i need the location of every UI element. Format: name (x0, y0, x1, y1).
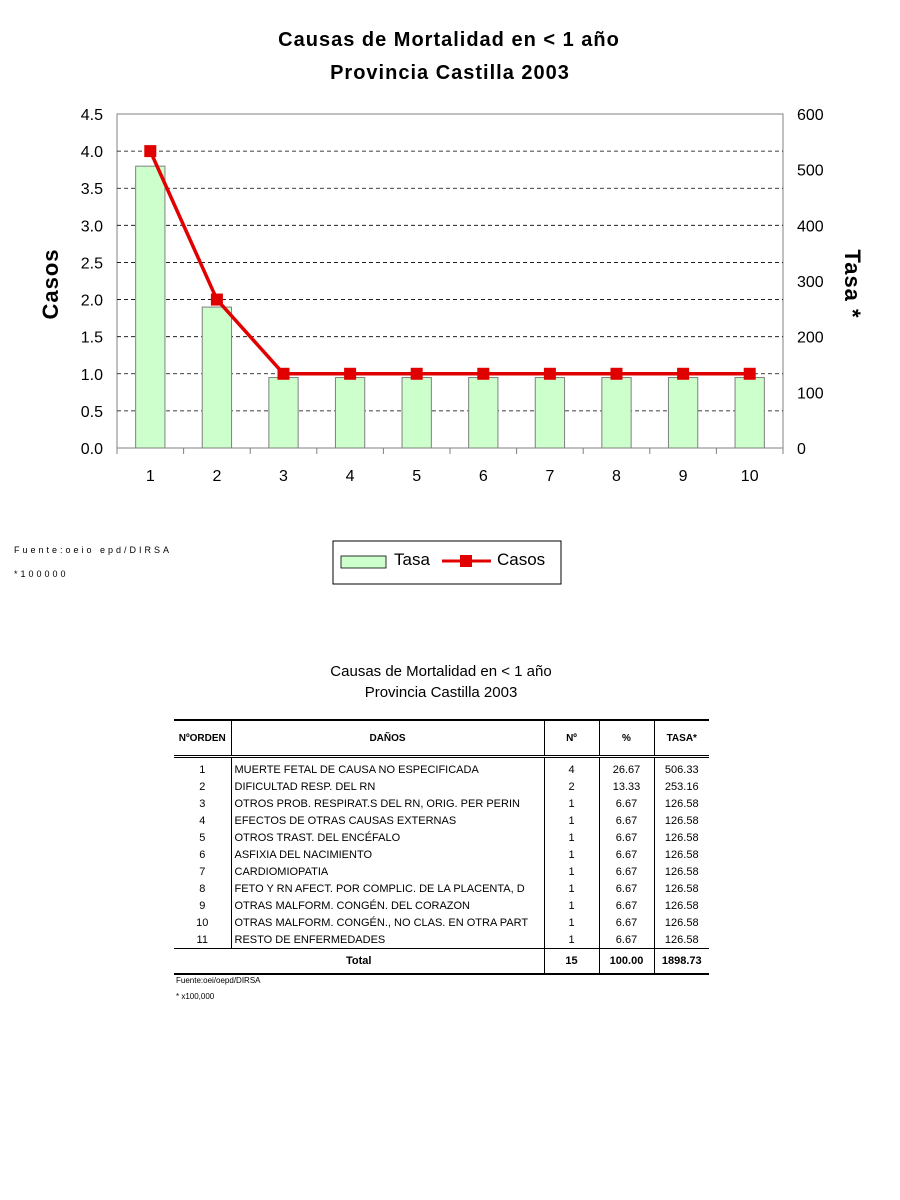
row-orden: 7 (199, 865, 206, 878)
legend (333, 541, 561, 584)
table-header-row (174, 720, 709, 757)
row-dano: OTRAS MALFORM. CONGÉN., NO CLAS. EN OTRA PART (231, 914, 544, 931)
table-row (174, 829, 709, 846)
row-tasa: 126.58 (654, 931, 709, 949)
row-orden: 8 (199, 882, 206, 895)
row-n: 1 (544, 880, 599, 897)
x-tick-label: 4 (345, 468, 355, 485)
bar-tasa (735, 378, 764, 448)
point-casos (211, 294, 223, 306)
y-tick-label: 1.5 (80, 329, 103, 347)
row-n: 1 (544, 863, 599, 880)
y2-axis-label: Tasa * (840, 249, 865, 319)
y-tick-label: 4.5 (80, 107, 103, 124)
table-row (174, 863, 709, 880)
row-n: 1 (544, 897, 599, 914)
y-axis-left-ticks (81, 107, 103, 458)
row-orden: 10 (196, 916, 209, 929)
row-pct: 6.67 (599, 795, 654, 812)
row-pct: 6.67 (599, 863, 654, 880)
x-tick-label: 7 (545, 468, 555, 485)
y2-tick-label: 0 (797, 441, 806, 458)
y2-tick-label: 400 (797, 218, 824, 236)
legend-swatch-tasa (341, 556, 386, 568)
table-subtitle: Provincia Castilla 2003 (364, 684, 518, 701)
bar-tasa (535, 378, 564, 448)
row-orden: 11 (174, 931, 231, 949)
row-pct: 26.67 (599, 757, 654, 779)
table-row (174, 778, 709, 795)
row-pct: 6.67 (599, 897, 654, 914)
point-casos (144, 145, 156, 157)
row-n: 4 (544, 757, 599, 779)
table-row (174, 812, 709, 829)
row-tasa: 126.58 (654, 863, 709, 880)
row-dano: OTROS PROB. RESPIRAT.S DEL RN, ORIG. PER PERIN (231, 795, 544, 812)
y-tick-label: 1.0 (80, 366, 103, 384)
row-orden: 2 (199, 780, 206, 793)
bar-tasa (136, 166, 165, 448)
legend-marker-casos (460, 555, 472, 567)
row-orden: 1 (199, 763, 206, 776)
row-dano: DIFICULTAD RESP. DEL RN (231, 778, 544, 795)
row-dano: CARDIOMIOPATIA (231, 863, 544, 880)
row-tasa: 253.16 (654, 778, 709, 795)
y2-tick-label: 100 (797, 385, 824, 403)
y-axis-right-ticks (797, 107, 824, 458)
row-tasa: 126.58 (654, 897, 709, 914)
row-orden: 5 (199, 831, 206, 844)
row-pct: 6.67 (599, 880, 654, 897)
y-tick-label: 0.5 (80, 403, 103, 421)
x-tick-label: 3 (279, 468, 288, 485)
row-pct: 6.67 (599, 829, 654, 846)
row-n: 1 (544, 795, 599, 812)
row-tasa: 126.58 (654, 914, 709, 931)
table-row (174, 914, 709, 931)
point-casos (411, 368, 423, 380)
y2-tick-label: 500 (797, 162, 824, 180)
y-tick-label: 2.5 (80, 255, 103, 273)
table-title: Causas de Mortalidad en < 1 año (330, 663, 552, 680)
table-row (174, 795, 709, 812)
row-pct: 6.67 (599, 931, 654, 949)
row-tasa: 506.33 (654, 757, 709, 779)
y-tick-label: 4.0 (80, 144, 103, 162)
point-casos (677, 368, 689, 380)
row-pct: 13.33 (599, 778, 654, 795)
row-orden: 9 (199, 899, 206, 912)
point-casos (278, 368, 290, 380)
row-n: 1 (544, 812, 599, 829)
x-tick-label: 2 (212, 468, 222, 485)
row-pct: 6.67 (599, 914, 654, 931)
table-source-note: Fuente:oei/oepd/DIRSA (176, 976, 261, 985)
y-axis-label: Casos (38, 248, 63, 320)
x-axis-ticks (117, 448, 783, 485)
row-orden: 4 (199, 814, 206, 827)
bar-tasa (469, 378, 498, 448)
x-tick-label: 8 (612, 468, 621, 485)
row-n: 1 (544, 931, 599, 949)
table-row (174, 846, 709, 863)
chart-footnote: *100000 (14, 569, 69, 579)
row-n: 1 (544, 914, 599, 931)
chart-subtitle: Provincia Castilla 2003 (330, 62, 570, 84)
point-casos (344, 368, 356, 380)
bar-tasa (602, 378, 631, 448)
row-n: 1 (544, 829, 599, 846)
row-tasa: 126.58 (654, 829, 709, 846)
row-dano: RESTO DE ENFERMEDADES (231, 931, 544, 949)
table-footnote: * x100,000 (176, 992, 215, 1001)
row-tasa: 126.58 (654, 795, 709, 812)
row-dano: EFECTOS DE OTRAS CAUSAS EXTERNAS (231, 812, 544, 829)
x-tick-label: 6 (478, 468, 488, 485)
legend-label-casos: Casos (497, 550, 546, 569)
table-row (174, 931, 709, 949)
header-tasa: TASA* (654, 720, 709, 757)
bar-tasa (202, 307, 231, 448)
header-orden: NºORDEN (174, 720, 231, 757)
total-n: 15 (544, 949, 599, 975)
row-pct: 6.67 (599, 846, 654, 863)
row-orden: 3 (199, 797, 206, 810)
bar-tasa (269, 378, 298, 448)
row-dano: ASFIXIA DEL NACIMIENTO (231, 846, 544, 863)
y2-tick-label: 600 (797, 107, 824, 124)
total-pct: 100.00 (599, 949, 654, 975)
y-tick-label: 3.0 (80, 218, 103, 236)
row-dano: FETO Y RN AFECT. POR COMPLIC. DE LA PLACENTA, D (231, 880, 544, 897)
bar-tasa (335, 378, 364, 448)
row-tasa: 126.58 (654, 812, 709, 829)
x-tick-label: 10 (740, 468, 759, 485)
point-casos (477, 368, 489, 380)
header-n: Nº (544, 720, 599, 757)
mortality-table (174, 719, 709, 975)
row-n: 1 (544, 846, 599, 863)
header-pct: % (599, 720, 654, 757)
y-tick-label: 0.0 (80, 441, 103, 458)
row-tasa: 126.58 (654, 880, 709, 897)
chart-source-note: Fuente:oeio epd/DIRSA (14, 545, 173, 555)
chart-title: Causas de Mortalidad en < 1 año (278, 29, 620, 51)
point-casos (744, 368, 756, 380)
y2-tick-label: 300 (797, 274, 824, 291)
y-tick-label: 3.5 (80, 181, 103, 199)
bar-tasa (402, 378, 431, 448)
row-orden: 6 (199, 848, 206, 861)
y2-tick-label: 200 (797, 329, 824, 347)
row-tasa: 126.58 (654, 846, 709, 863)
x-tick-label: 1 (145, 468, 155, 485)
header-danos: DAÑOS (231, 720, 544, 757)
point-casos (611, 368, 623, 380)
legend-label-tasa: Tasa (394, 550, 430, 569)
x-tick-label: 9 (678, 468, 688, 485)
total-label: Total (174, 949, 544, 975)
row-n: 2 (544, 778, 599, 795)
bar-tasa (668, 378, 697, 448)
total-tasa: 1898.73 (654, 949, 709, 975)
row-dano: MUERTE FETAL DE CAUSA NO ESPECIFICADA (231, 757, 544, 779)
row-pct: 6.67 (599, 812, 654, 829)
point-casos (544, 368, 556, 380)
table-row (174, 880, 709, 897)
x-tick-label: 5 (412, 468, 422, 485)
row-dano: OTROS TRAST. DEL ENCÉFALO (231, 829, 544, 846)
y-tick-label: 2.0 (80, 292, 103, 310)
table-row (174, 757, 709, 779)
table-total-row (174, 949, 709, 975)
table-row (174, 897, 709, 914)
row-dano: OTRAS MALFORM. CONGÉN. DEL CORAZON (231, 897, 544, 914)
